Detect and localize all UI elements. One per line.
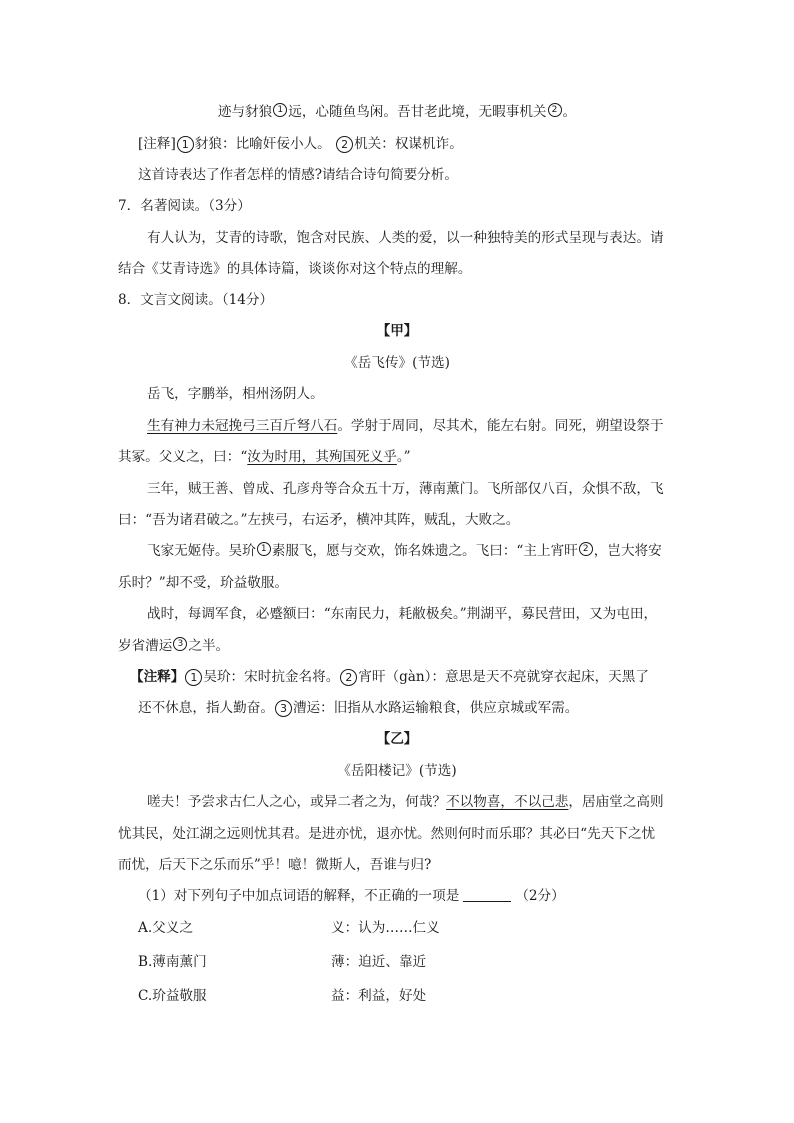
text-span: 嗟夫！予尝求古仁人之心，或异二者之为，何哉？ (147, 794, 447, 810)
yi-paragraph (147, 792, 664, 812)
passage-yi-subtitle: 《岳阳楼记》(节选) (337, 763, 457, 779)
jia-notes (130, 667, 649, 687)
jia-paragraph: 战时，每调军食，必蹙额曰：“东南民力，耗敝极矣。”荆湖平，募民营田，又为屯田， (147, 606, 658, 622)
jia-paragraph: 乐时？”却不受，玠益敬服。 (118, 575, 289, 591)
option-gloss: 薄：迫近、靠近 (331, 954, 427, 970)
answer-blank[interactable] (463, 887, 511, 902)
note-text: 吴玠：宋时抗金名将。 (203, 669, 340, 685)
option-gloss: 益：利益，好处 (331, 988, 427, 1004)
yi-paragraph: 忧其民，处江湖之远则忧其君。是进亦忧，退亦忧。然则何时而乐耶？其必曰“先天下之忧 (118, 826, 656, 842)
poem-line (0, 102, 794, 122)
note-mark: 2 (340, 669, 357, 686)
poem-line-part: 远，心随鱼鸟闲。吾甘老此境，无暇事机关 (288, 104, 547, 120)
jia-paragraph (118, 447, 411, 467)
note-mark: 1 (185, 669, 202, 686)
jia-paragraph (147, 541, 662, 561)
sub-question-prompt: （1）对下列句子中加点词语的解释，不正确的一项是 (138, 888, 460, 904)
underlined-sentence: 生有神力未冠挽弓三百斤弩八石 (147, 418, 338, 434)
option-label: C.玠益敬服 (138, 988, 207, 1004)
sub-question-1 (138, 886, 565, 906)
jia-paragraph (147, 416, 664, 436)
text-span: 其冢。父义之，曰：“ (118, 449, 248, 465)
text-span: 素服飞，愿与交欢，饰名姝遗之。飞曰：“主上宵旰 (271, 543, 578, 559)
yi-paragraph: 而忧，后天下之乐而乐”乎！噫！微斯人，吾谁与归? (118, 857, 432, 873)
poem-question: 这首诗表达了作者怎样的情感?请结合诗句简要分析。 (138, 167, 458, 183)
footnote-mark: 2 (579, 542, 593, 556)
note-text: 漕运：旧指从水路运输粮食，供应京城或军需。 (292, 700, 579, 716)
jia-notes (138, 698, 578, 718)
option-label: A.父义之 (138, 920, 193, 936)
poem-line-part: 。 (562, 104, 577, 120)
jia-paragraph (118, 636, 229, 656)
passage-jia-heading: 【甲】 (376, 323, 418, 339)
note-text: 还不休息，指人勤奋。 (138, 700, 274, 716)
footnote-mark: 1 (273, 103, 287, 117)
text-span: 岁省漕运 (118, 638, 173, 654)
underlined-sentence: 不以物喜，不以己悲 (446, 794, 569, 810)
passage-yi-heading: 【乙】 (376, 731, 418, 747)
note-prefix: [注释] (138, 136, 176, 152)
jia-paragraph: 岳飞，字鹏举，相州汤阴人。 (147, 386, 324, 402)
question-7-body-line: 结合《艾青诗选》的具体诗篇，谈谈你对这个特点的理解。 (118, 261, 472, 277)
note-label: 【注释】 (130, 669, 185, 685)
question-7-body-line: 有人认为，艾青的诗歌，饱含对民族、人类的爱，以一种独特美的形式呈现与表达。请 (147, 230, 664, 246)
footnote-mark: 3 (173, 637, 187, 651)
text-span: 之半。 (188, 638, 230, 654)
option-gloss: 义：认为……仁义 (331, 920, 440, 936)
footnote-mark: 1 (257, 542, 271, 556)
note-text: 宵旰（gàn）：意思是天不亮就穿衣起床，天黑了 (358, 669, 649, 685)
text-span: ，居庙堂之高则 (568, 794, 664, 810)
question-8-title: 8．文言文阅读。（14分） (118, 292, 274, 308)
note-text: 机关：权谋机诈。 (354, 136, 463, 152)
passage-jia-subtitle: 《岳飞传》(节选) (344, 355, 450, 371)
sub-question-score: （2分） (515, 888, 565, 904)
jia-paragraph: 曰：“吾为诸君破之。”左挟弓，右运矛，横冲其阵，贼乱，大败之。 (118, 512, 520, 528)
note-mark: 3 (275, 700, 292, 717)
note-mark: 2 (336, 136, 353, 153)
jia-paragraph: 三年，贼王善、曾成、孔彦舟等合众五十万，薄南薰门。飞所部仅八百，众惧不敌，飞 (147, 481, 664, 497)
text-span: ，岂大将安 (593, 543, 662, 559)
text-span: 。学射于周同，尽其术，能左右射。同死，朔望设祭于 (337, 418, 664, 434)
text-span: 飞家无姬侍。吴玠 (147, 543, 256, 559)
note-text: 豺狼：比喻奸佞小人。 (194, 136, 331, 152)
underlined-sentence: 汝为时用，其殉国死义乎 (247, 449, 397, 465)
option-label: B.薄南薰门 (138, 954, 207, 970)
footnote-mark: 2 (548, 103, 562, 117)
question-7-title: 7．名著阅读。（3分） (118, 198, 251, 214)
poem-note (138, 134, 463, 154)
poem-line-part: 迹与豺狼 (217, 104, 273, 120)
note-mark: 1 (177, 136, 194, 153)
text-span: 。” (396, 449, 411, 465)
